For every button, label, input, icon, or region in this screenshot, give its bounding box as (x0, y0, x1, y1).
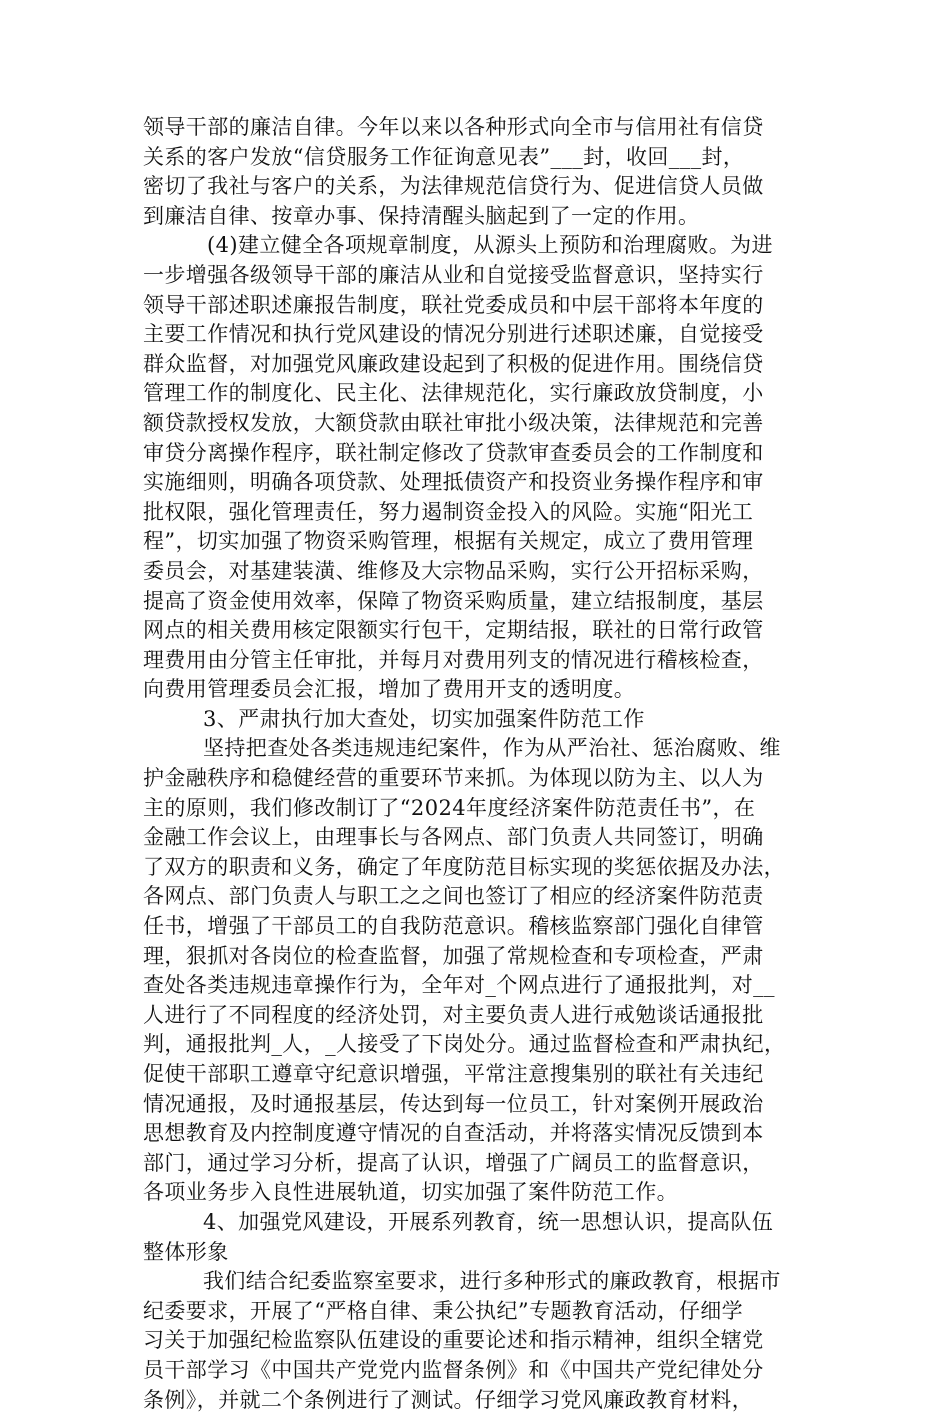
text-line: 各网点、部门负责人与职工之之间也签订了相应的经济案件防范责 (143, 884, 764, 909)
section-heading-continuation: 整体形象 (143, 1239, 229, 1264)
document-body (143, 113, 823, 1415)
section-heading: 4、加强党风建设，开展系列教育，统一思想认识，提高队伍 (203, 1209, 774, 1234)
text-line: 纪委要求，开展了“严格自律、秉公执纪”专题教育活动，仔细学 (143, 1298, 744, 1323)
text-line: 金融工作会议上，由理事长与各网点、部门负责人共同签订，明确 (143, 825, 764, 850)
text-line: 到廉洁自律、按章办事、保持清醒头脑起到了一定的作用。 (143, 203, 700, 228)
text-line: 情况通报，及时通报基层，传达到每一位员工，针对案例开展政治 (143, 1091, 764, 1116)
text-line: 条例》，并就二个条例进行了测试。仔细学习党风廉政教育材料， (143, 1387, 754, 1412)
text-line: 审贷分离操作程序，联社制定修改了贷款审查委员会的工作制度和 (143, 440, 764, 465)
text-line: 委员会，对基建装潢、维修及大宗物品采购，实行公开招标采购， (143, 558, 764, 583)
text-line: 密切了我社与客户的关系，为法律规范信贷行为、促进信贷人员做 (143, 174, 764, 199)
text-line: 领导干部的廉洁自律。今年以来以各种形式向全市与信用社有信贷 (143, 115, 764, 139)
text-line: 促使干部职工遵章守纪意识增强，平常注意搜集别的联社有关违纪 (143, 1062, 764, 1086)
text-line: 思想教育及内控制度遵守情况的自查活动，并将落实情况反馈到本 (143, 1121, 764, 1146)
text-line: 实施细则，明确各项贷款、处理抵债资产和投资业务操作程序和审 (143, 470, 764, 495)
text-line: 程”，切实加强了物资采购管理，根据有关规定，成立了费用管理 (143, 529, 754, 554)
text-line: 额贷款授权发放，大额贷款由联社审批小级决策，法律规范和完善 (143, 410, 764, 435)
text-line: 判，通报批判_人，_人接受了下岗处分。通过监督检查和严肃执纪， (143, 1032, 786, 1057)
text-line: 批权限，强化管理责任，努力遏制资金投入的风险。实施“阳光工 (143, 499, 754, 524)
text-line: 理，狠抓对各岗位的检查监督，加强了常规检查和专项检查，严肃 (143, 943, 764, 968)
text-line: 各项业务步入良性进展轨道，切实加强了案件防范工作。 (143, 1180, 678, 1205)
text-line: 关系的客户发放“信贷服务工作征询意见表”___封，收回___封， (143, 144, 745, 169)
text-line: 领导干部述职述廉报告制度，联社党委成员和中层干部将本年度的 (143, 292, 764, 317)
text-line: 员干部学习《中国共产党党内监督条例》和《中国共产党纪律处分 (143, 1357, 764, 1382)
text-line: 主的原则，我们修改制订了“2024年度经济案件防范责任书”，在 (143, 795, 756, 820)
paragraph-start-line: (4)建立健全各项规章制度，从源头上预防和治理腐败。为进 (207, 233, 773, 258)
text-line: 理费用由分管主任审批，并每月对费用列支的情况进行稽核检查， (143, 647, 764, 672)
text-line: 一步增强各级领导干部的廉洁从业和自觉接受监督意识，坚持实行 (143, 262, 764, 287)
section-heading: 3、严肃执行加大查处，切实加强案件防范工作 (203, 706, 645, 731)
text-line: 管理工作的制度化、民主化、法律规范化，实行廉政放贷制度，小 (143, 381, 764, 406)
text-line: 向费用管理委员会汇报，增加了费用开支的透明度。 (143, 677, 636, 702)
text-line: 护金融秩序和稳健经营的重要环节来抓。为体现以防为主、以人为 (143, 766, 764, 791)
text-line: 了双方的职责和义务，确定了年度防范目标实现的奖惩依据及办法， (143, 854, 785, 879)
text-line: 人进行了不同程度的经济处罚，对主要负责人进行戒勉谈话通报批 (143, 1002, 764, 1027)
text-line: 网点的相关费用核定限额实行包干，定期结报，联社的日常行政管 (143, 618, 764, 643)
text-line: 主要工作情况和执行党风建设的情况分别进行述职述廉，自觉接受 (143, 322, 764, 347)
text-line: 查处各类违规违章操作行为，全年对_个网点进行了通报批判，对__ (143, 973, 775, 998)
text-line: 任书，增强了干部员工的自我防范意识。稽核监察部门强化自律管 (143, 914, 764, 939)
text-line: 提高了资金使用效率，保障了物资采购质量，建立结报制度，基层 (143, 588, 764, 613)
text-line: 习关于加强纪检监察队伍建设的重要论述和指示精神，组织全辖党 (143, 1328, 764, 1353)
paragraph-start-line: 坚持把查处各类违规违纪案件，作为从严治社、惩治腐败、维 (203, 736, 781, 761)
text-line: 部门，通过学习分析，提高了认识，增强了广阔员工的监督意识， (143, 1150, 764, 1175)
text-line: 群众监督，对加强党风廉政建设起到了积极的促进作用。围绕信贷 (143, 351, 764, 376)
paragraph-start-line: 我们结合纪委监察室要求，进行多种形式的廉政教育，根据市 (203, 1269, 781, 1294)
